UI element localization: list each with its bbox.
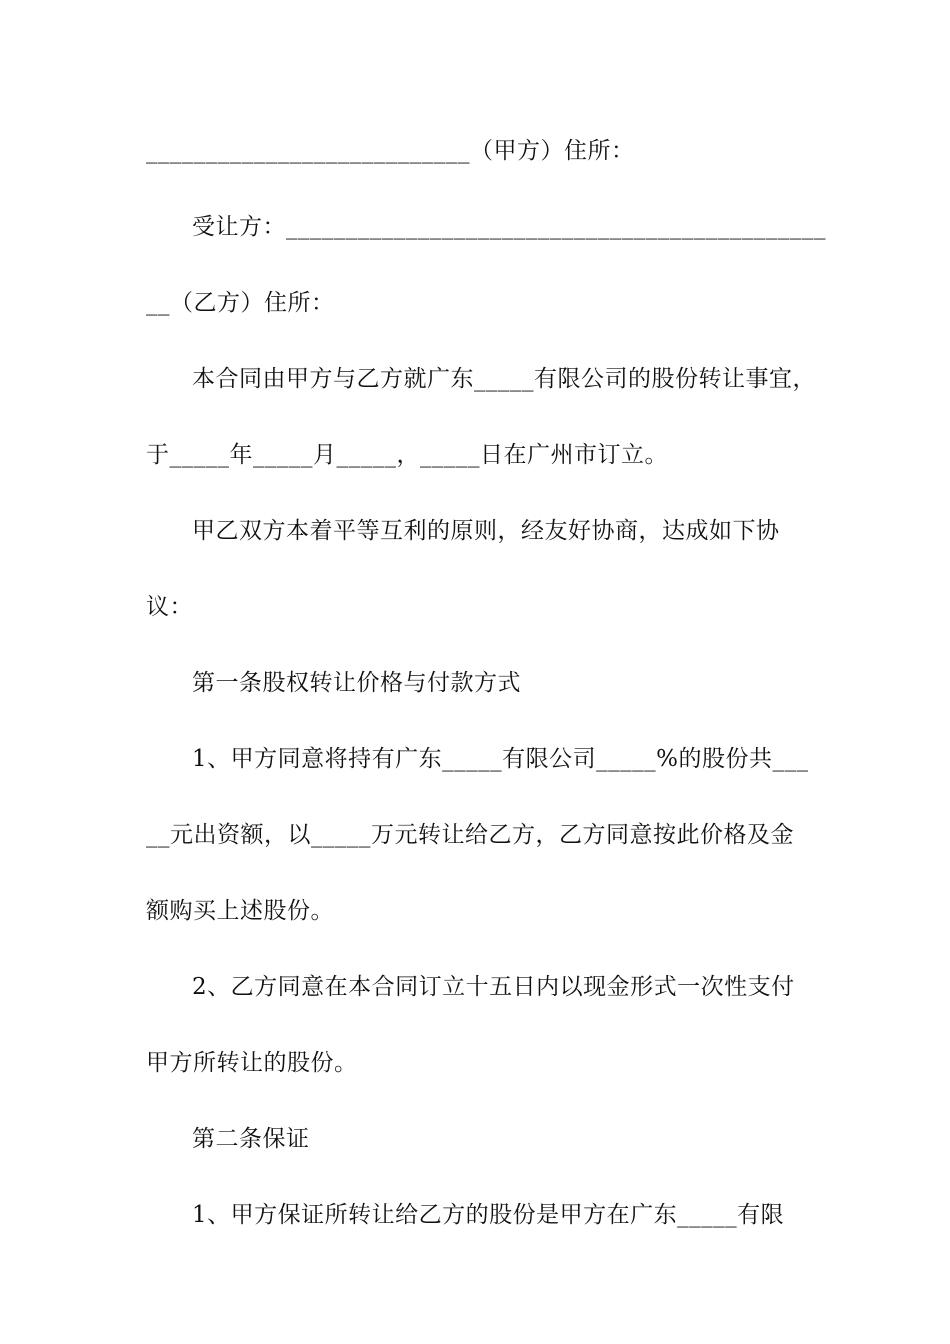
text-line-5: 于_____年_____月_____，_____日在广州市订立。 [146,442,668,468]
text-line-1: ___________________________（甲方）住所： [146,138,635,164]
text-line-11: 额购买上述股份。 [146,898,334,924]
section-heading-1: 第一条股权转让价格与付款方式 [192,670,521,696]
text-line-10: __元出资额，以_____万元转让给乙方，乙方同意按此价格及金 [146,822,794,848]
text-line-3: __（乙方）住所： [146,290,335,316]
text-line-7: 议： [146,594,193,620]
section-heading-2: 第二条保证 [192,1126,310,1152]
text-line-2: 受让方：_____________________________________________ [192,214,826,240]
text-line-15: 1、甲方保证所转让给乙方的股份是甲方在广东_____有限 [192,1202,785,1228]
text-line-4: 本合同由甲方与乙方就广东_____有限公司的股份转让事宜， [192,366,816,392]
text-line-13: 甲方所转让的股份。 [146,1050,358,1076]
text-line-9: 1、甲方同意将持有广东_____有限公司_____%的股份共___ [192,746,809,772]
text-line-6: 甲乙双方本着平等互利的原则，经友好协商，达成如下协 [192,518,780,544]
text-line-12: 2、乙方同意在本合同订立十五日内以现金形式一次性支付 [192,974,795,1000]
